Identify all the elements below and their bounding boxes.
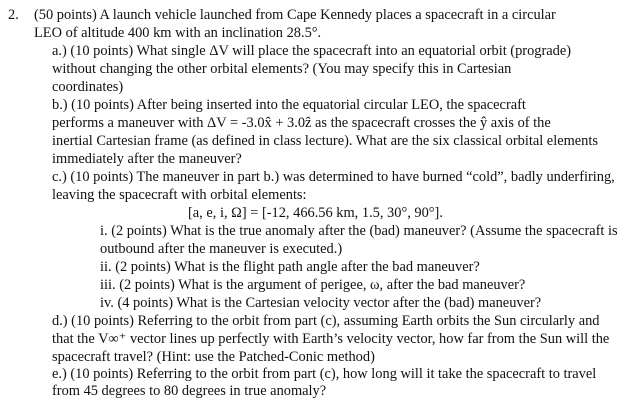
part-c-line-2: leaving the spacecraft with orbital elements:: [52, 187, 307, 203]
part-a-line-3: coordinates): [52, 79, 124, 95]
part-c-iii-line: iii. (2 points) What is the argument of perigee, ω, after the bad maneuver?: [100, 277, 526, 293]
part-c-iv-line: iv. (4 points) What is the Cartesian velocity vector after the (bad) maneuver?: [100, 295, 542, 311]
question-intro-line-2: LEO of altitude 400 km with an inclination 28.5°.: [34, 25, 322, 41]
orbital-elements-equation: [a, e, i, Ω] = [-12, 466.56 km, 1.5, 30°, 90°].: [188, 205, 443, 221]
part-c-line-1: c.) (10 points) The maneuver in part b.) was determined to have burned “cold”, badly underfiring,: [52, 169, 615, 185]
part-a-line-2: without changing the other orbital elements? (You may specify this in Cartesian: [52, 61, 512, 77]
part-c-ii-line: ii. (2 points) What is the flight path angle after the bad maneuver?: [100, 259, 480, 275]
question-intro-line-1: (50 points) A launch vehicle launched from Cape Kennedy places a spacecraft in a circular: [34, 7, 556, 23]
part-b-line-1: b.) (10 points) After being inserted into the equatorial circular LEO, the spacecraft: [52, 97, 526, 113]
part-c-i-line-1: i. (2 points) What is the true anomaly after the (bad) maneuver? (Assume the spacecraft is: [100, 223, 618, 239]
part-a-line-1: a.) (10 points) What single ΔV will place the spacecraft into an equatorial orbit (prograde): [52, 43, 572, 59]
question-number: 2.: [8, 7, 19, 23]
part-b-line-4: immediately after the maneuver?: [52, 151, 242, 167]
part-e-line-2: from 45 degrees to 80 degrees in true anomaly?: [52, 383, 327, 399]
part-e-line-1: e.) (10 points) Referring to the orbit from part (c), how long will it take the spacecraft to travel: [52, 366, 597, 382]
part-d-line-1: d.) (10 points) Referring to the orbit from part (c), assuming Earth orbits the Sun circularly and: [52, 313, 600, 329]
part-b-line-2: performs a maneuver with ΔV = -3.0x̂ + 3.0ẑ as the spacecraft crosses the ŷ axis of the: [52, 115, 551, 131]
part-b-line-3: inertial Cartesian frame (as defined in class lecture). What are the six classical orbital elements: [52, 133, 598, 149]
part-d-line-2: that the V∞⁺ vector lines up perfectly with Earth’s velocity vector, how far from the Sun will the: [52, 331, 610, 347]
part-d-line-3: spacecraft travel? (Hint: use the Patched-Conic method): [52, 349, 375, 365]
part-c-i-line-2: outbound after the maneuver is executed.): [100, 241, 343, 257]
